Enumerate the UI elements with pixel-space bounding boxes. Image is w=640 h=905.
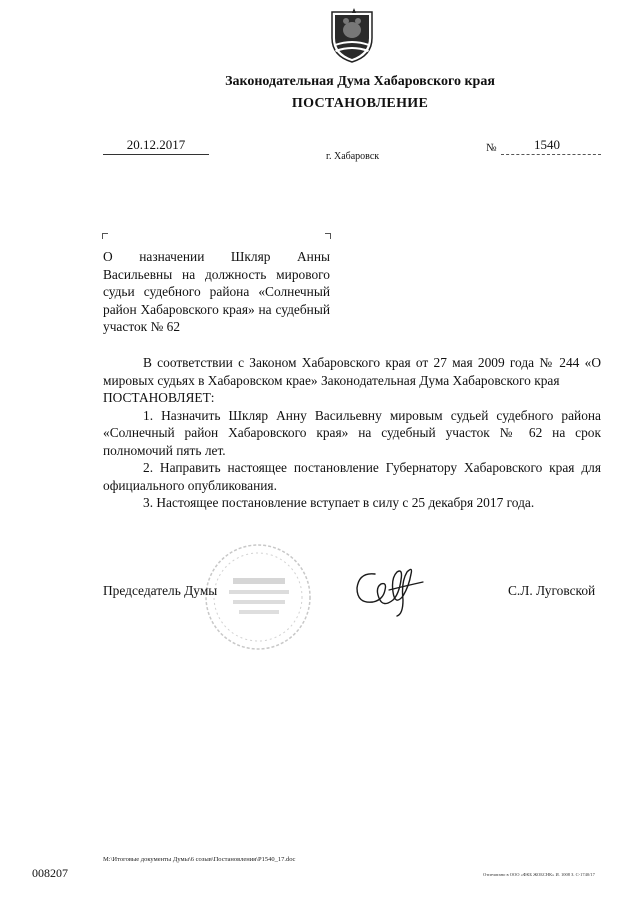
item-1: 1. Назначить Шкляр Анну Васильевну мировым судьей судебного района «Солнечный район Хабаровского края» на судебный участок № 62 на срок полномочий пять лет.	[103, 407, 601, 458]
coat-of-arms-icon	[329, 8, 375, 64]
preamble: В соответствии с Законом Хабаровского края от 27 мая 2009 года № 244 «О мировых судьях в Хабаровском крае» Законодательная Дума Хабаровского края	[103, 355, 601, 388]
city: г. Хабаровск	[326, 151, 380, 162]
document-type: ПОСТАНОВЛЕНИЕ	[291, 96, 429, 111]
printer-imprint: Отпечатано в ООО «ФКБ ЖОБСНК» И. 1008 З. С-1740/17	[483, 872, 595, 877]
official-stamp	[203, 542, 313, 652]
number-sign: №	[486, 142, 497, 154]
file-path: М:\Итоговые документы Думы\6 созыв\Постановления\Р1540_17.doc	[103, 856, 296, 863]
item-3: 3. Настоящее постановление вступает в силу с 25 декабря 2017 года.	[143, 495, 535, 510]
subject-corner-left	[102, 233, 108, 239]
subject-title: О назначении Шкляр Анны Васильевны на должность мирового судьи судебного района «Солнечный район Хабаровского края» на судебный участок № 62	[103, 249, 330, 334]
signatory-role: Председатель Думы	[103, 583, 218, 598]
organization-name: Законодательная Дума Хабаровского края	[225, 74, 495, 89]
item-2: 2. Направить настоящее постановление Губернатору Хабаровского края для официального опубликования.	[103, 460, 601, 493]
signatory-name: С.Л. Луговской	[508, 583, 596, 598]
form-code: 008207	[32, 866, 68, 880]
document-date: 20.12.2017	[103, 137, 209, 155]
document-body	[103, 354, 601, 512]
document-number: 1540	[501, 137, 601, 155]
subject-corner-right	[325, 233, 331, 239]
resolves-heading: ПОСТАНОВЛЯЕТ:	[103, 390, 215, 405]
handwritten-signature	[345, 560, 435, 620]
